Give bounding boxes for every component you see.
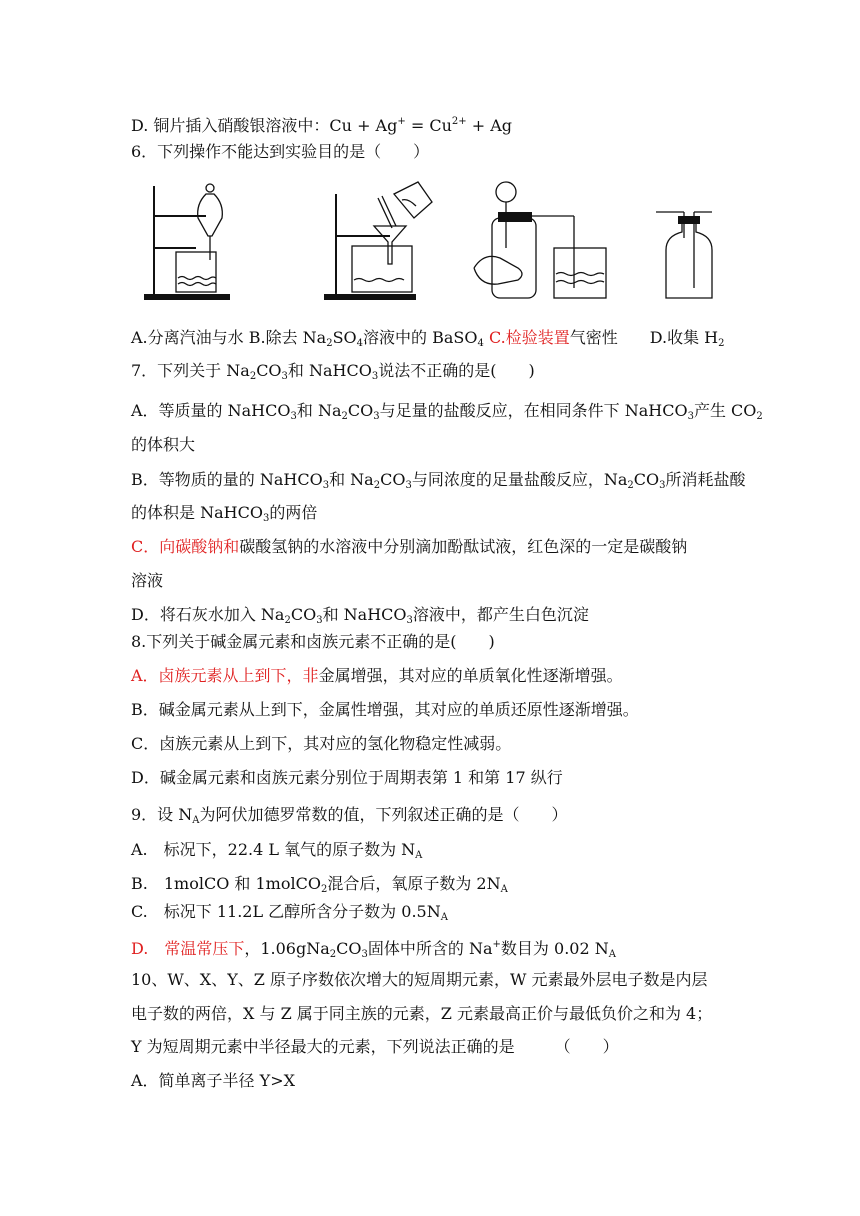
- question-7-option-d: D．将石灰水加入 $Na_2CO_3$和 NaHCO$_3$溶液中，都产生白色沉淀: [131, 605, 589, 626]
- question-7-option-c-2: 溶液: [131, 571, 164, 590]
- question-7-option-c-1: C．向碳酸钠和碳酸氢钠的水溶液中分别滴加酚酞试液，红色深的一定是碳酸钠: [131, 537, 688, 556]
- question-8-option-d: D．碱金属元素和卤族元素分别位于周期表第 1 和第 17 纵行: [131, 768, 563, 787]
- question-9-option-c: C. 标况下 11.2L 乙醇所含分子数为 $0.5N_A$: [131, 902, 448, 923]
- question-9: 9．设 $N_A$为阿伏加德罗常数的值，下列叙述正确的是（ ）: [131, 805, 568, 826]
- filtration-figure: [320, 178, 450, 308]
- question-10-option-a: A．简单离子半径 Y>X: [131, 1071, 296, 1090]
- question-7-option-a-2: 的体积大: [131, 435, 196, 454]
- question-7-option-b-1: B．等物质的量的 NaHCO$_3$和 $Na_2CO_3$与同浓度的足量盐酸反应，$Na_2CO_3$所消耗盐酸: [131, 470, 746, 491]
- separatory-funnel-figure: [140, 178, 250, 308]
- question-7: 7．下列关于 $Na_2CO_3$和 NaHCO$_3$说法不正确的是( ): [131, 361, 535, 382]
- question-8-option-a: A．卤族元素从上到下，非金属增强，其对应的单质氧化性逐渐增强。: [131, 666, 623, 685]
- airtightness-figure: [470, 178, 620, 308]
- question-10-line-1: 10、W、X、Y、Z 原子序数依次增大的短周期元素，W 元素最外层电子数是内层: [131, 970, 708, 989]
- question-6: 6．下列操作不能达到实验目的是（ ）: [131, 142, 430, 161]
- question-9-option-d: D. 常温常压下，$1.06gNa_2CO_3$固体中所含的 Na+数目为 0.02 $N_A$: [131, 939, 616, 960]
- question-9-option-a: A. 标况下，22.4 L 氧气的原子数为 $N_A$: [131, 840, 423, 861]
- option-d-copper: D. 铜片插入硝酸银溶液中：$Cu + Ag^+ = Cu^{2+} + Ag$: [131, 116, 512, 135]
- question-7-option-a-1: A．等质量的 NaHCO$_3$和 $Na_2CO_3$与足量的盐酸反应，在相同条件下 NaHCO$_3$产生 $CO_2$: [131, 401, 763, 422]
- question-8-option-c: C．卤族元素从上到下，其对应的氢化物稳定性减弱。: [131, 734, 512, 753]
- question-10-line-2: 电子数的两倍，X 与 Z 属于同主族的元素，Z 元素最高正价与最低负价之和为 4；: [131, 1004, 713, 1023]
- question-8-option-b: B．碱金属元素从上到下，金属性增强，其对应的单质还原性逐渐增强。: [131, 700, 639, 719]
- question-6-options: A.分离汽油与水 B.除去 $Na_2SO_4$溶液中的 BaSO$_4$ C.检验装置气密性 D.收集 $H_2$: [131, 328, 725, 349]
- gas-bottle-figure: [650, 178, 730, 308]
- question-7-option-b-2: 的体积是 NaHCO$_3$的两倍: [131, 503, 318, 524]
- question-8: 8.下列关于碱金属元素和卤族元素不正确的是( ): [131, 632, 495, 651]
- apparatus-figures: [140, 178, 740, 308]
- question-10-line-3: Y 为短周期元素中半径最大的元素，下列说法正确的是 （ ）: [131, 1037, 619, 1056]
- question-9-option-b: B. 1molCO 和 1molCO$_2$混合后，氧原子数为 $2N_A$: [131, 874, 508, 895]
